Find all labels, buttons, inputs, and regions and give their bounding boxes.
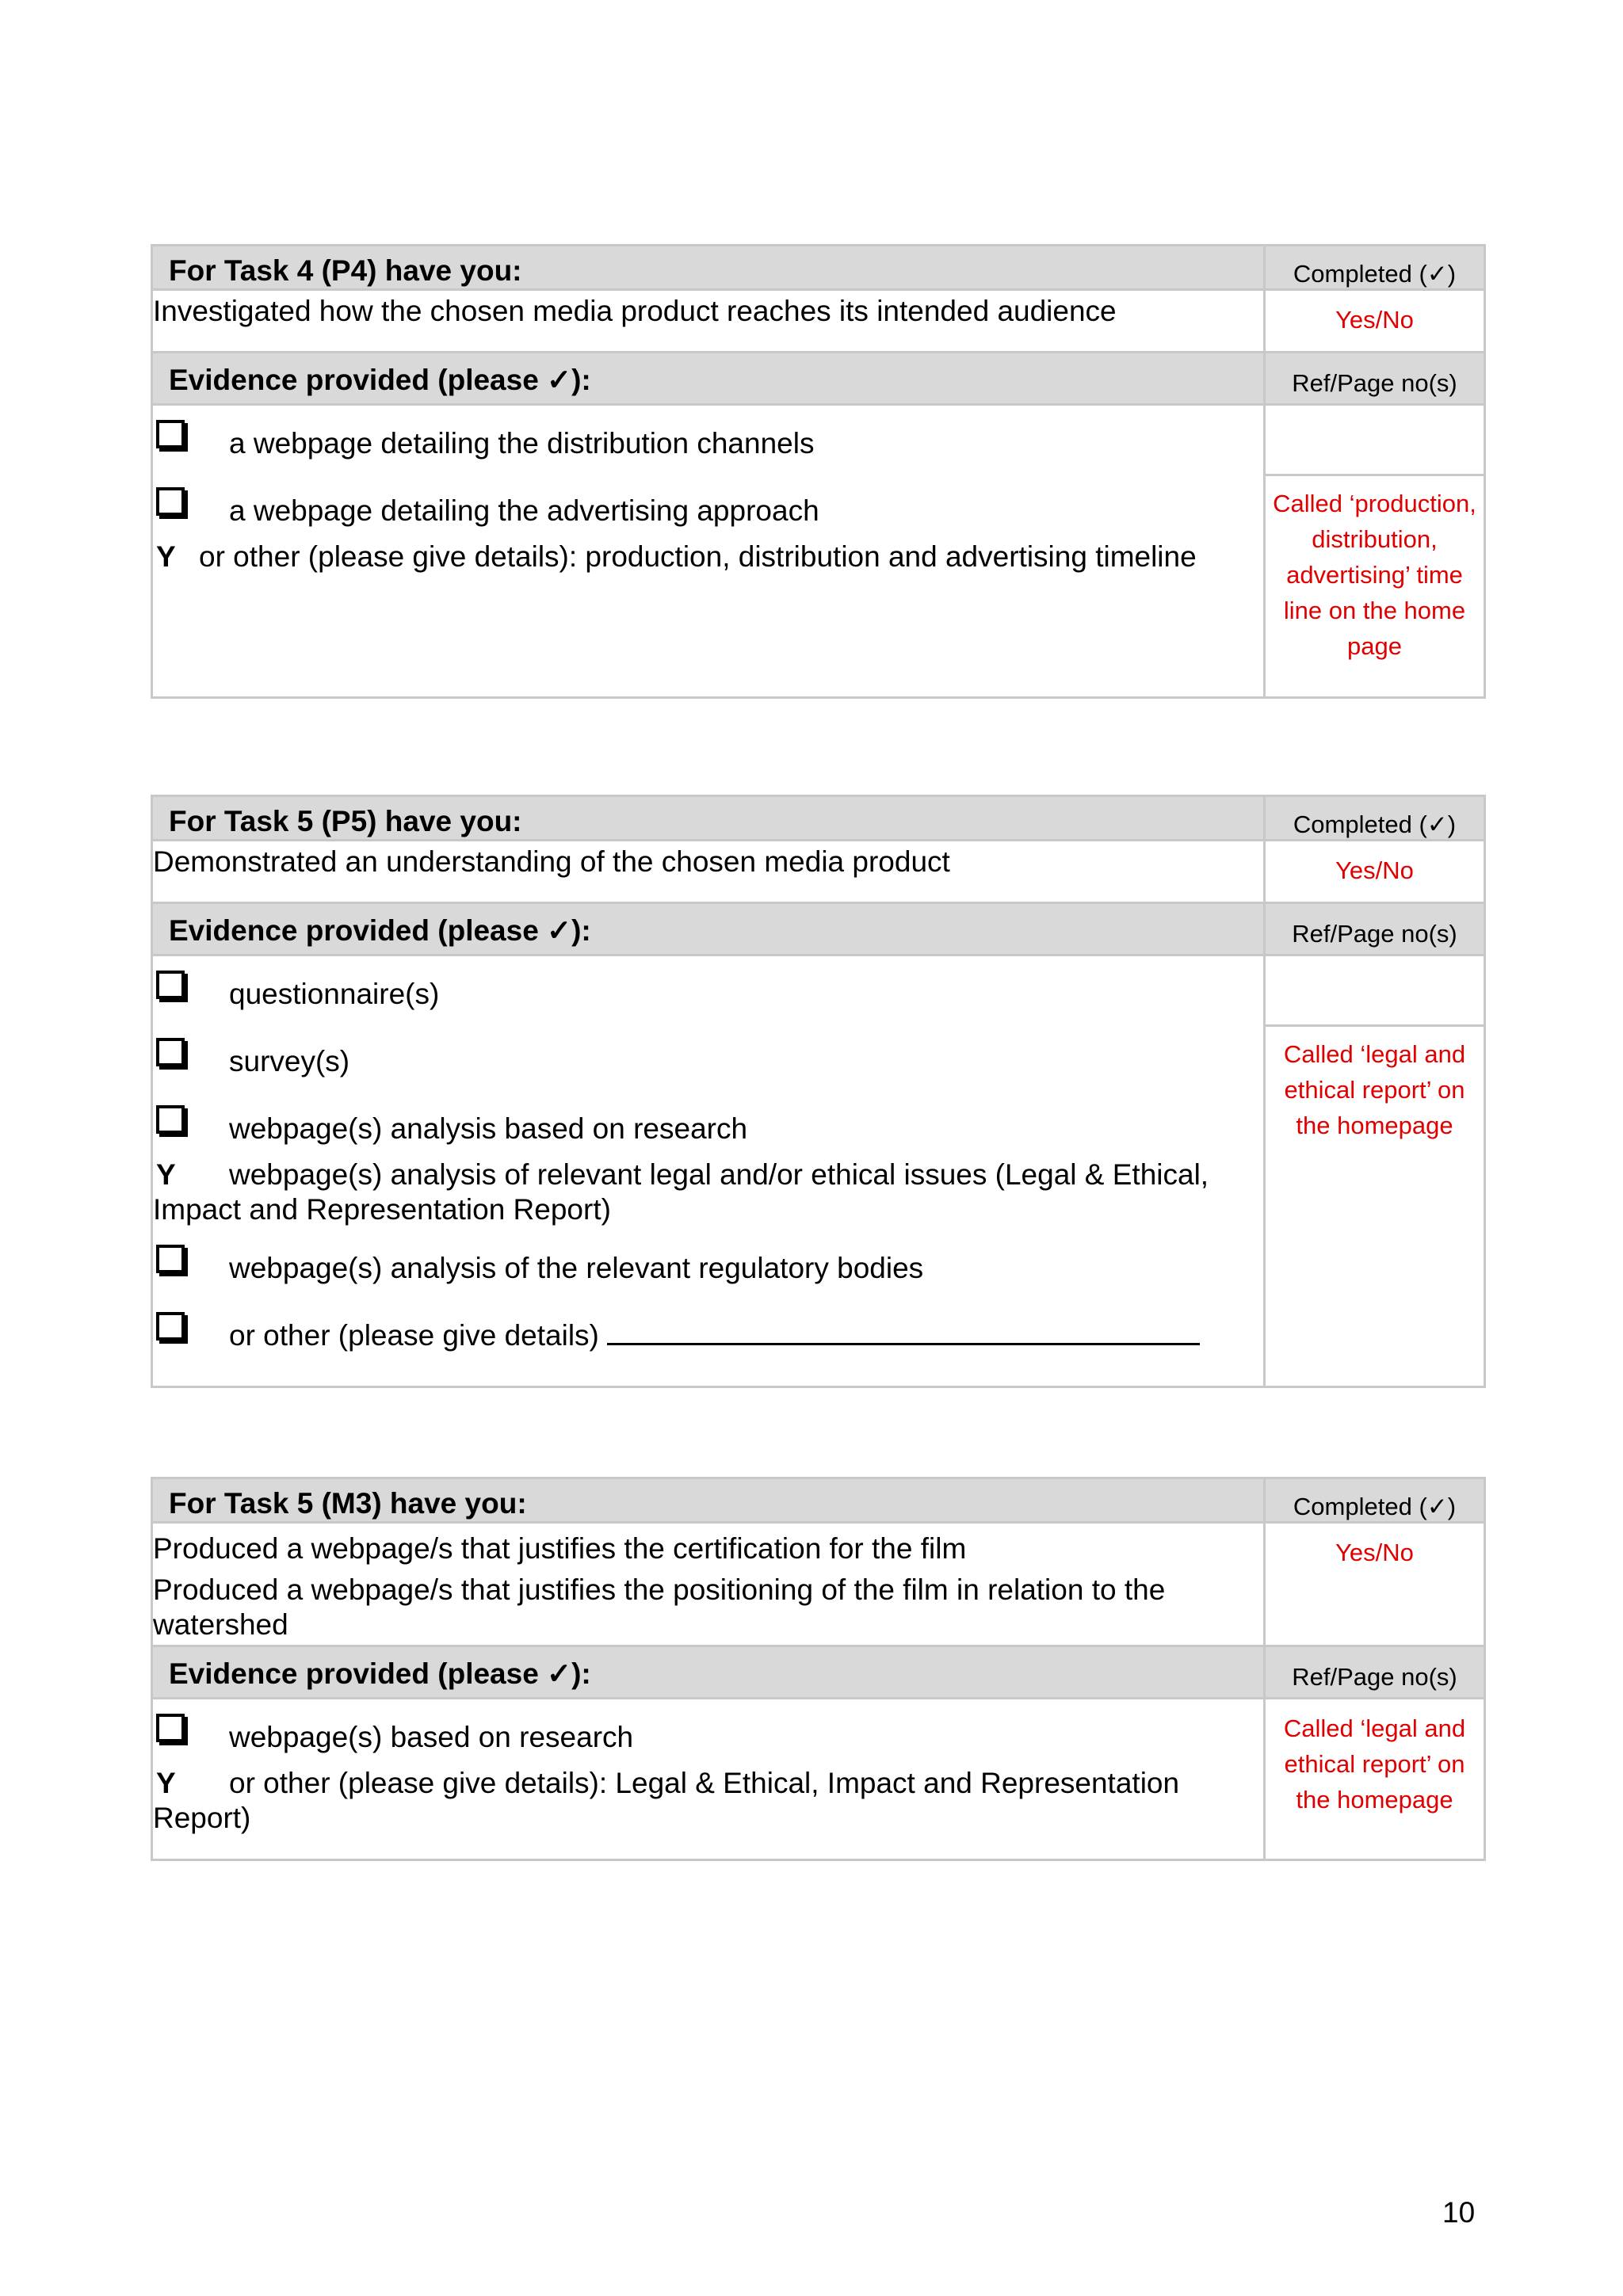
evidence-item-label: or other (please give details): production, distribution and advertising timeline bbox=[199, 540, 1197, 573]
ref-note: Called ‘legal and ethical report’ on the homepage bbox=[1283, 1714, 1466, 1814]
completed-status: Yes/No bbox=[1265, 290, 1485, 353]
evidence-item-label: webpage(s) based on research bbox=[229, 1721, 634, 1753]
selected-mark: Y bbox=[156, 1158, 176, 1191]
evidence-item bbox=[153, 494, 1263, 540]
evidence-item bbox=[153, 977, 1263, 1023]
evidence-item-label: webpage(s) analysis of relevant legal and/or ethical issues (Legal & Ethical, Impact and Representation Report) bbox=[153, 1158, 1209, 1226]
completed-label: Completed (✓) bbox=[1265, 796, 1485, 841]
evidence-item-label: questionnaire(s) bbox=[229, 978, 440, 1010]
task-5-p5-table bbox=[151, 795, 1486, 1388]
ref-note: Called ‘production, distribution, advertising’ time line on the home page bbox=[1273, 490, 1476, 660]
completed-status: Yes/No bbox=[1265, 841, 1485, 903]
selected-mark: Y bbox=[156, 540, 176, 573]
evidence-item bbox=[153, 1251, 1263, 1297]
checkbox[interactable] bbox=[156, 487, 185, 516]
completed-label: Completed (✓) bbox=[1265, 246, 1485, 290]
evidence-list bbox=[152, 955, 1265, 1387]
checkbox[interactable] bbox=[156, 1714, 185, 1742]
evidence-item bbox=[153, 426, 1263, 472]
task-header: For Task 5 (P5) have you: bbox=[152, 796, 1265, 841]
evidence-item bbox=[153, 1044, 1263, 1090]
description-line: Produced a webpage/s that justifies the certification for the film bbox=[153, 1532, 967, 1565]
evidence-label: Evidence provided (please ✓): bbox=[152, 903, 1265, 955]
checkbox[interactable] bbox=[156, 971, 185, 999]
evidence-item-selected bbox=[153, 1158, 1263, 1227]
evidence-item bbox=[153, 1318, 1263, 1364]
evidence-label: Evidence provided (please ✓): bbox=[152, 353, 1265, 405]
evidence-item-label: or other (please give details) bbox=[229, 1319, 599, 1352]
evidence-item-label: a webpage detailing the distribution channels bbox=[229, 427, 815, 460]
ref-cell bbox=[1265, 1699, 1485, 1860]
ref-blank bbox=[1266, 406, 1484, 476]
evidence-item bbox=[153, 1112, 1263, 1158]
task-4-p4-table bbox=[151, 244, 1486, 699]
ref-cell bbox=[1265, 405, 1485, 698]
checkbox[interactable] bbox=[156, 1105, 185, 1134]
completed-label: Completed (✓) bbox=[1265, 1478, 1485, 1523]
ref-blank bbox=[1266, 956, 1484, 1027]
task-description bbox=[152, 290, 1265, 353]
evidence-item-label: or other (please give details): Legal & Ethical, Impact and Representation Report) bbox=[153, 1767, 1180, 1834]
ref-note: Called ‘legal and ethical report’ on the homepage bbox=[1283, 1040, 1466, 1139]
description-line: Demonstrated an understanding of the chosen media product bbox=[153, 845, 950, 878]
checkbox[interactable] bbox=[156, 420, 185, 448]
task-header: For Task 4 (P4) have you: bbox=[152, 246, 1265, 290]
evidence-item-label: webpage(s) analysis of the relevant regulatory bodies bbox=[229, 1252, 924, 1284]
evidence-item-label: a webpage detailing the advertising approach bbox=[229, 494, 819, 527]
description-line: Investigated how the chosen media product reaches its intended audience bbox=[153, 295, 1117, 327]
evidence-list bbox=[152, 1699, 1265, 1860]
checkbox[interactable] bbox=[156, 1245, 185, 1273]
evidence-label: Evidence provided (please ✓): bbox=[152, 1646, 1265, 1699]
evidence-item-label: webpage(s) analysis based on research bbox=[229, 1112, 748, 1145]
ref-label: Ref/Page no(s) bbox=[1265, 1646, 1485, 1699]
checkbox[interactable] bbox=[156, 1312, 185, 1341]
ref-label: Ref/Page no(s) bbox=[1265, 353, 1485, 405]
task-5-m3-table bbox=[151, 1477, 1486, 1861]
details-line[interactable] bbox=[607, 1327, 1200, 1345]
evidence-item-selected bbox=[153, 1766, 1263, 1836]
evidence-item bbox=[153, 1720, 1263, 1766]
evidence-list bbox=[152, 405, 1265, 698]
ref-cell bbox=[1265, 955, 1485, 1387]
ref-label: Ref/Page no(s) bbox=[1265, 903, 1485, 955]
selected-mark: Y bbox=[156, 1767, 176, 1799]
task-header: For Task 5 (M3) have you: bbox=[152, 1478, 1265, 1523]
page-number: 10 bbox=[1442, 2196, 1476, 2229]
completed-status: Yes/No bbox=[1265, 1523, 1485, 1646]
evidence-item-label: survey(s) bbox=[229, 1045, 350, 1077]
checkbox[interactable] bbox=[156, 1038, 185, 1066]
task-description bbox=[152, 841, 1265, 903]
task-description bbox=[152, 1523, 1265, 1646]
description-line: Produced a webpage/s that justifies the positioning of the film in relation to the watershed bbox=[153, 1573, 1166, 1641]
evidence-item-selected bbox=[153, 540, 1263, 585]
